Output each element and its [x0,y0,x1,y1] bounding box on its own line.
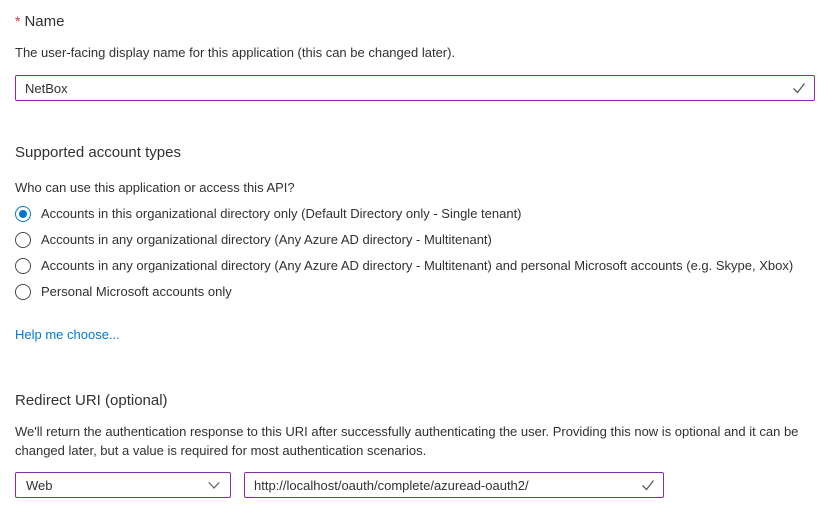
account-type-option-single-tenant[interactable] [15,201,815,227]
radio-button-icon[interactable] [15,284,31,300]
account-type-option-label: Accounts in this organizational directory only (Default Directory only - Single tenant) [41,206,522,221]
help-me-choose-link[interactable]: Help me choose... [15,327,120,342]
redirect-uri-input[interactable] [244,472,664,498]
chevron-down-icon [207,478,221,492]
account-type-option-label: Accounts in any organizational directory (Any Azure AD directory - Multitenant) [41,232,492,247]
name-input[interactable] [15,75,815,101]
account-type-option-personal-only[interactable] [15,279,815,305]
required-asterisk: * [15,13,21,29]
platform-select[interactable] [15,472,231,498]
redirect-uri-description: We'll return the authentication response to this URI after successfully authenticating the user. Providing this now is optional and it can be changed later, but a value is required for most authentication scenarios. [15,424,799,458]
redirect-uri-heading: Redirect URI (optional) [15,392,168,409]
name-hint-text: The user-facing display name for this application (this can be changed later). [15,45,456,60]
radio-button-icon[interactable] [15,206,31,222]
account-type-option-multitenant[interactable] [15,227,815,253]
redirect-uri-row [15,472,815,498]
account-types-heading: Supported account types [15,144,181,161]
name-section-heading [15,12,815,31]
account-type-option-label: Accounts in any organizational directory (Any Azure AD directory - Multitenant) and personal Microsoft accounts (e.g. Skype, Xbox) [41,258,794,273]
name-label: Name [24,13,65,30]
radio-button-icon[interactable] [15,258,31,274]
account-types-question: Who can use this application or access this API? [15,180,295,195]
radio-button-icon[interactable] [15,232,31,248]
uri-input-wrap [244,472,664,498]
name-input-wrap [15,75,815,101]
account-type-option-multitenant-personal[interactable] [15,253,815,279]
account-types-radio-group [15,201,815,305]
platform-select-value: Web [26,477,53,493]
account-type-option-label: Personal Microsoft accounts only [41,284,232,299]
